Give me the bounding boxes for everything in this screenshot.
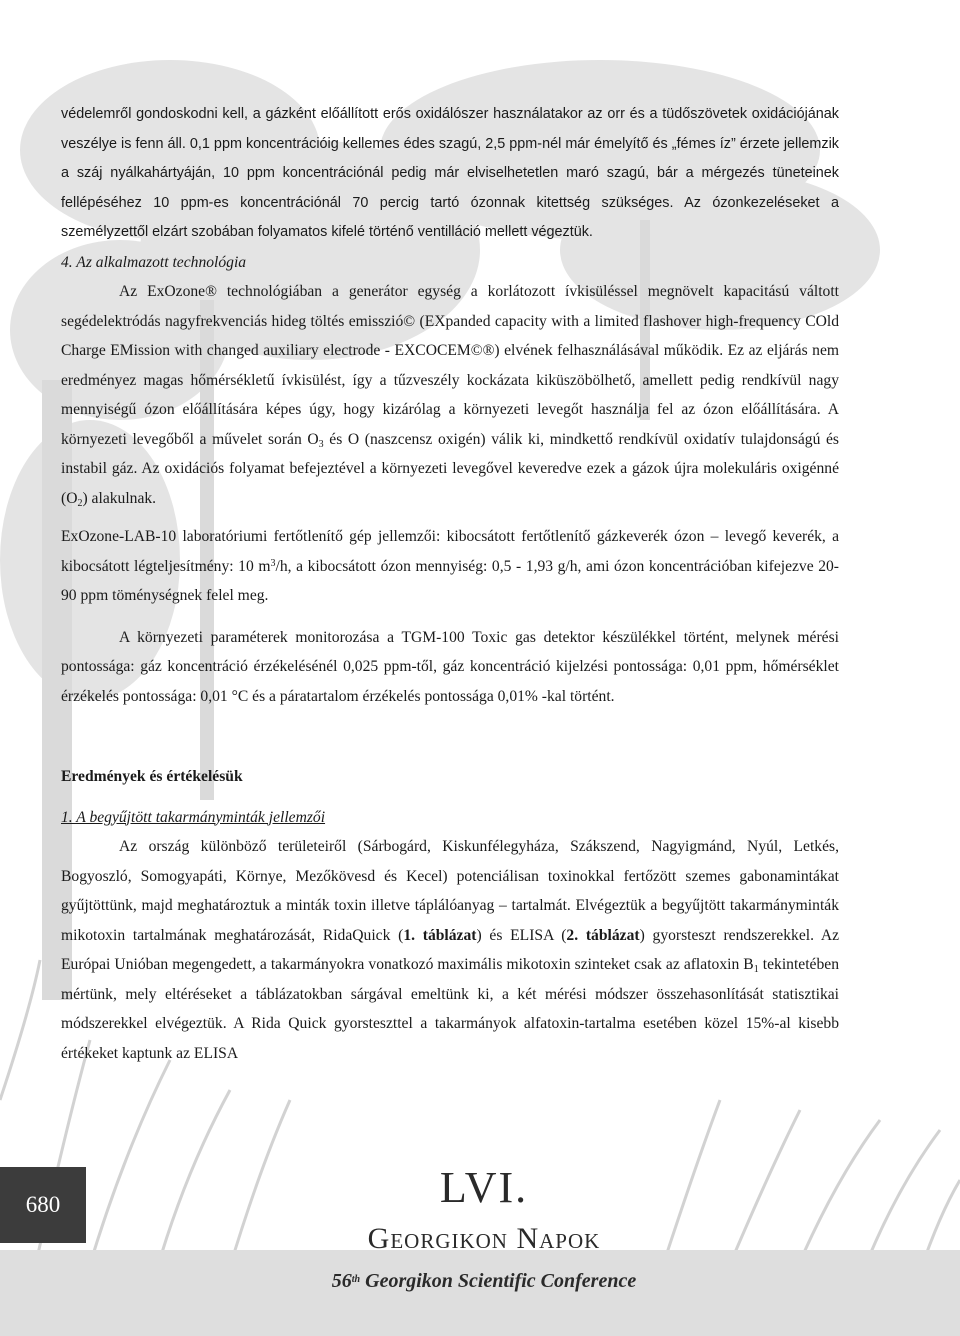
paragraph-monitoring: A környezeti paraméterek monitorozása a TGM-100 Toxic gas detektor készülékkel történt, melynek mérési pontossága: gáz koncentráció érzékelésénél 0,025 ppm-től, gáz koncentráció kijelzési pontossága: 0,01 ppm, hőmérséklet érzékelés pontossága: 0,01 °C és a páratartalom érzékelés pontossága 0,01% -kal történt. <box>61 628 839 705</box>
paragraph-exozone-lab-specs: ExOzone-LAB-10 laboratóriumi fertőtlenítő gép jellemzői: kibocsátott fertőtlenítő gázkeverék ózon – levegő keverék, a kibocsátott légteljesítmény: 10 $m^3/h$, a kibocsátott ózon mennyiség: 0,5 - 1,93 g/h, ami ózon koncentrációban kifejezve 20-90 ppm töménységnek felel meg. <box>61 528 839 604</box>
subheading-sample-characteristics: 1. A begyűjtött takarmányminták jellemzői <box>61 808 326 826</box>
paragraph-ozone-safety: védelemről gondoskodni kell, a gázként előállított erős oxidálószer használatakor az orr és a tüdőszövetek oxidációjának veszélye is fenn áll. 0,1 ppm koncentrációig kellemes édes szagú, 2,5 ppm-nél már émelyítő és „fémes íz” érzete jellemzik a száj nyálkahártyáján, 10 ppm koncentrációnál pedig már elviselhetetlen maró szagú, bár a mérgezés tüneteinek fellépéséhez 10 ppm-es koncentrációnál 70 percig tartó ózonnak kitettség szükséges. Az ózonkezeléseket a személyzettől elzárt szobában folyamatos kifelé történő ventilláció mellett végeztük. <box>61 106 839 240</box>
conference-subtitle: 56th Georgikon Scientific Conference <box>331 1270 637 1292</box>
volume-number: LVI. <box>439 1163 529 1212</box>
paragraph-exozone-technology: Az ExOzone® technológiában a generátor egység a korlátozott ívkisüléssel megnövelt kapacitású váltott segédelektródás nagyfrekvenciás hideg töltés emisszió© (EXpanded capacity with a limited flashover high-frequency COld Charge EMission with changed auxiliary electrode - EXCOCEM©®) elvének felhasználásával működik. Ez az eljárás nem eredményez magas hőmérsékletű ívkisülést, így a tűzveszély kockázata kiküszöbölhető, amellett pedig rendkívül nagy mennyiségű ózon előállítására képes úgy, hogy kizárólag a környezeti levegőt használja fel az ózon előállítására. A környezeti levegőből a művelet során $O_3$ és O (naszcensz oxigén) válik ki, mindkettő rendkívül oxidatív tulajdonságú és instabil gáz. Az oxidációs folyamat befejeztével a környezeti levegővel keveredve ezek a gázok újra molekuláris oxigénné $(O_2)$ alakulnak. <box>61 283 840 509</box>
page-number-box <box>0 1167 86 1243</box>
paragraph-samples: Az ország különböző területeiről (Sárbogárd, Kiskunfélegyháza, Szákszend, Nagyigmánd, Nyúl, Letkés, Bogyoszló, Somogyapáti, Környe, Mezőkövesd és Kecel) potenciálisan toxinokkal fertőzött szemes gabonamintákat gyűjtöttünk, majd meghatároztuk a minták toxin illetve táplálóanyag – tartalmát. Elvégeztük a begyűjtött takarmányminták mikotoxin tartalmának meghatározását, RidaQuick (1. táblázat) és ELISA (2. táblázat) gyorsteszt rendszerekkel. Az Európai Unióban megengedett, a takarmányokra vonatkozó maximális mikotoxin szinteket csak az aflatoxin $B_1$ tekintetében mértünk, mely eltéréseket a táblázatokban sárgával emeltünk ki, a két mérési módszer összehasonlítását statisztikai módszerekkel elvégeztük. A Rida Quick gyorsteszttel a takarmányok alfatoxin-tartalma esetében közel 15%-al kisebb értékeket kaptunk az ELISA <box>61 838 840 1062</box>
article-body <box>61 100 839 1068</box>
subheading-applied-technology: 4. Az alkalmazott technológia <box>61 253 247 271</box>
section-title-results: Eredmények és értékelésük <box>61 768 243 785</box>
conference-footer <box>300 1158 668 1302</box>
event-name: Georgikon Napok <box>367 1222 601 1255</box>
page-number: 680 <box>25 1192 61 1217</box>
